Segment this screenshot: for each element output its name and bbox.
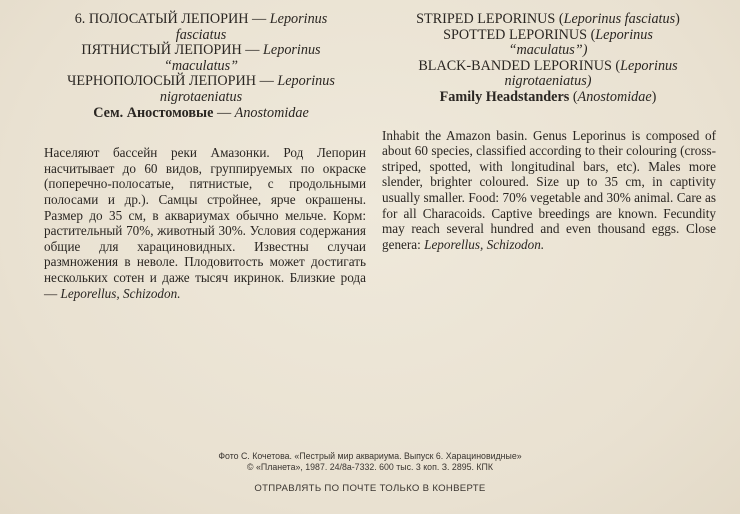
- ru-title-1: 6. ПОЛОСАТЫЙ ЛЕПОРИН — Leporinus: [74, 11, 328, 27]
- mail-instruction: ОТПРАВЛЯТЬ ПО ПОЧТЕ ТОЛЬКО В КОНВЕРТЕ: [254, 483, 486, 494]
- ru-family: Сем. Аностомовые — Anostomidae: [93, 104, 309, 121]
- english-title-block: [380, 12, 716, 106]
- en-title-3-latin: nigrotaeniatus): [504, 73, 592, 90]
- english-column: [380, 12, 716, 252]
- en-family: Family Headstanders (Anostomidae): [439, 88, 657, 105]
- russian-column: [36, 12, 366, 301]
- en-title-1: STRIPED LEPORINUS (Leporinus fasciatus): [416, 11, 680, 27]
- en-title-2: SPOTTED LEPORINUS (Leporinus: [443, 26, 653, 43]
- imprint-line-1: Фото С. Кочетова. «Пестрый мир аквариума. Выпуск 6. Харациновидные»: [218, 451, 522, 461]
- ru-title-2-latin: “maculatus”: [163, 57, 239, 74]
- en-title-3: BLACK-BANDED LEPORINUS (Leporinus: [418, 57, 678, 74]
- en-title-2-latin: “maculatus”): [508, 42, 588, 59]
- ru-title-3-latin: nigrotaeniatus: [159, 88, 243, 105]
- imprint-line-2: © «Планета», 1987. 24/8а-7332. 600 тыс. 3 коп. З. 2895. КПК: [247, 462, 493, 472]
- russian-title-block: [36, 12, 366, 121]
- english-description: Inhabit the Amazon basin. Genus Leporinus is composed of about 60 species, classified according to their colouring (cross-striped, spotted, with longitudinal bars, etc). Males more slender, brighter coloured. Size up to 35 cm, in captivity usually smaller. Food: 70% vegetable and 30% animal. Care as for all Characoids. Captive breedings are known. Fecundity may reach several hundred and even thousand eggs. Close genera: Leporellus, Schizodon.: [382, 127, 716, 252]
- russian-description: Населяют бассейн реки Амазонки. Род Лепорин насчитывает до 60 видов, группируемых по окраске (поперечно-полосатые, пятнистые, с продольными полосами и др.). Самцы стройнее, ярче окрашены. Размер до 35 см, в аквариумах обычно мельче. Корм: растительный 70%, животный 30%. Условия содержания общие для харациновидных. Известны случаи размножения в неволе. Плодовитость может достигать нескольких сотен и даже тысяч икринок. Близкие рода — Leporellus, Schizodon.: [44, 145, 366, 301]
- ru-title-1-latin: fasciatus: [175, 26, 227, 43]
- imprint-footer: [0, 451, 740, 494]
- ru-title-3: ЧЕРНОПОЛОСЫЙ ЛЕПОРИН — Leporinus: [67, 73, 335, 90]
- ru-title-2: ПЯТНИСТЫЙ ЛЕПОРИН — Leporinus: [81, 42, 321, 59]
